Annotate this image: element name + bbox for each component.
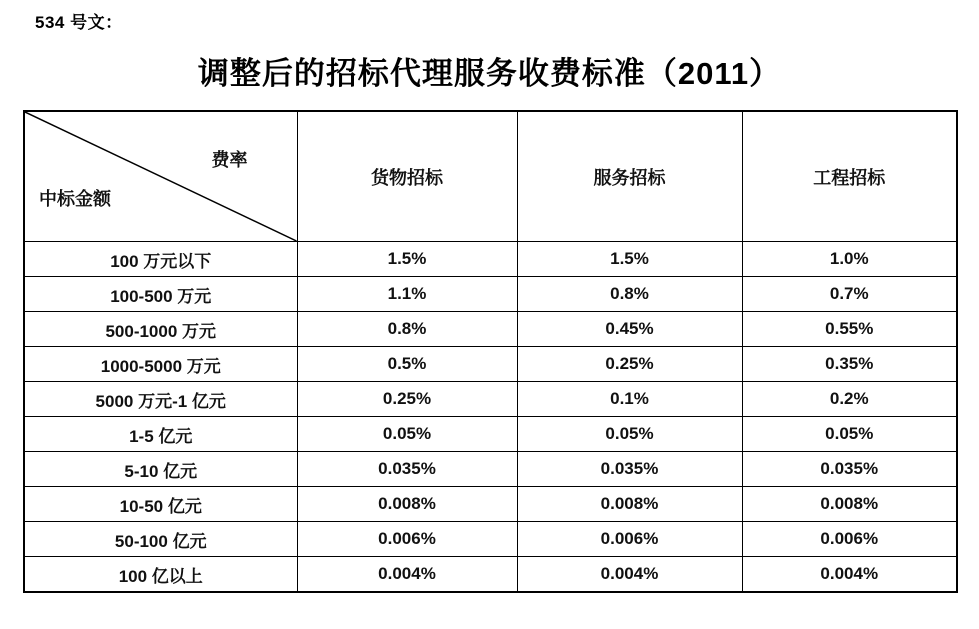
- row-label: 10-50 亿元: [24, 487, 297, 522]
- corner-label-amount: 中标金额: [39, 189, 111, 209]
- table-row: [24, 487, 957, 522]
- rate-cell: 1.5%: [517, 242, 742, 277]
- rate-cell: 0.5%: [297, 347, 517, 382]
- rate-cell: 0.008%: [517, 487, 742, 522]
- rate-cell: 0.008%: [742, 487, 957, 522]
- rate-cell: 0.05%: [742, 417, 957, 452]
- table-row: [24, 347, 957, 382]
- rate-cell: 0.55%: [742, 312, 957, 347]
- rate-cell: 0.035%: [742, 452, 957, 487]
- row-label: 5000 万元-1 亿元: [24, 382, 297, 417]
- rate-cell: 0.45%: [517, 312, 742, 347]
- rate-cell: 0.004%: [742, 557, 957, 593]
- row-label: 1-5 亿元: [24, 417, 297, 452]
- rate-cell: 0.05%: [517, 417, 742, 452]
- rate-cell: 0.2%: [742, 382, 957, 417]
- table-row: [24, 522, 957, 557]
- rate-cell: 0.05%: [297, 417, 517, 452]
- column-header-engineering: 工程招标: [742, 111, 957, 242]
- rate-cell: 0.8%: [517, 277, 742, 312]
- row-label: 100 亿以上: [24, 557, 297, 593]
- rate-cell: 0.25%: [517, 347, 742, 382]
- rate-cell: 0.006%: [297, 522, 517, 557]
- row-label: 100 万元以下: [24, 242, 297, 277]
- rate-cell: 0.006%: [742, 522, 957, 557]
- rate-cell: 0.7%: [742, 277, 957, 312]
- rate-cell: 0.25%: [297, 382, 517, 417]
- diagonal-divider-line: [25, 112, 297, 241]
- corner-label-rate: 费率: [211, 150, 248, 170]
- fee-rate-table: [23, 110, 958, 593]
- row-label: 50-100 亿元: [24, 522, 297, 557]
- table-row: [24, 277, 957, 312]
- table-body: [24, 242, 957, 593]
- table-row: [24, 382, 957, 417]
- rate-cell: 1.1%: [297, 277, 517, 312]
- rate-cell: 1.5%: [297, 242, 517, 277]
- row-label: 100-500 万元: [24, 277, 297, 312]
- rate-cell: 0.35%: [742, 347, 957, 382]
- rate-cell: 0.006%: [517, 522, 742, 557]
- doc-number-label: 534 号文：: [35, 13, 123, 32]
- row-label: 5-10 亿元: [24, 452, 297, 487]
- rate-cell: 0.008%: [297, 487, 517, 522]
- rate-cell: 0.004%: [297, 557, 517, 593]
- rate-cell: 0.035%: [517, 452, 742, 487]
- table-row: [24, 417, 957, 452]
- page-title: 调整后的招标代理服务收费标准（2011）: [197, 56, 782, 91]
- table-row: [24, 242, 957, 277]
- rate-cell: 0.8%: [297, 312, 517, 347]
- header-row: [24, 111, 957, 242]
- rate-cell: 0.1%: [517, 382, 742, 417]
- corner-cell: [24, 111, 297, 242]
- table-row: [24, 557, 957, 593]
- table-row: [24, 452, 957, 487]
- row-label: 500-1000 万元: [24, 312, 297, 347]
- rate-cell: 1.0%: [742, 242, 957, 277]
- rate-cell: 0.004%: [517, 557, 742, 593]
- row-label: 1000-5000 万元: [24, 347, 297, 382]
- column-header-services: 服务招标: [517, 111, 742, 242]
- column-header-goods: 货物招标: [297, 111, 517, 242]
- rate-cell: 0.035%: [297, 452, 517, 487]
- table-row: [24, 312, 957, 347]
